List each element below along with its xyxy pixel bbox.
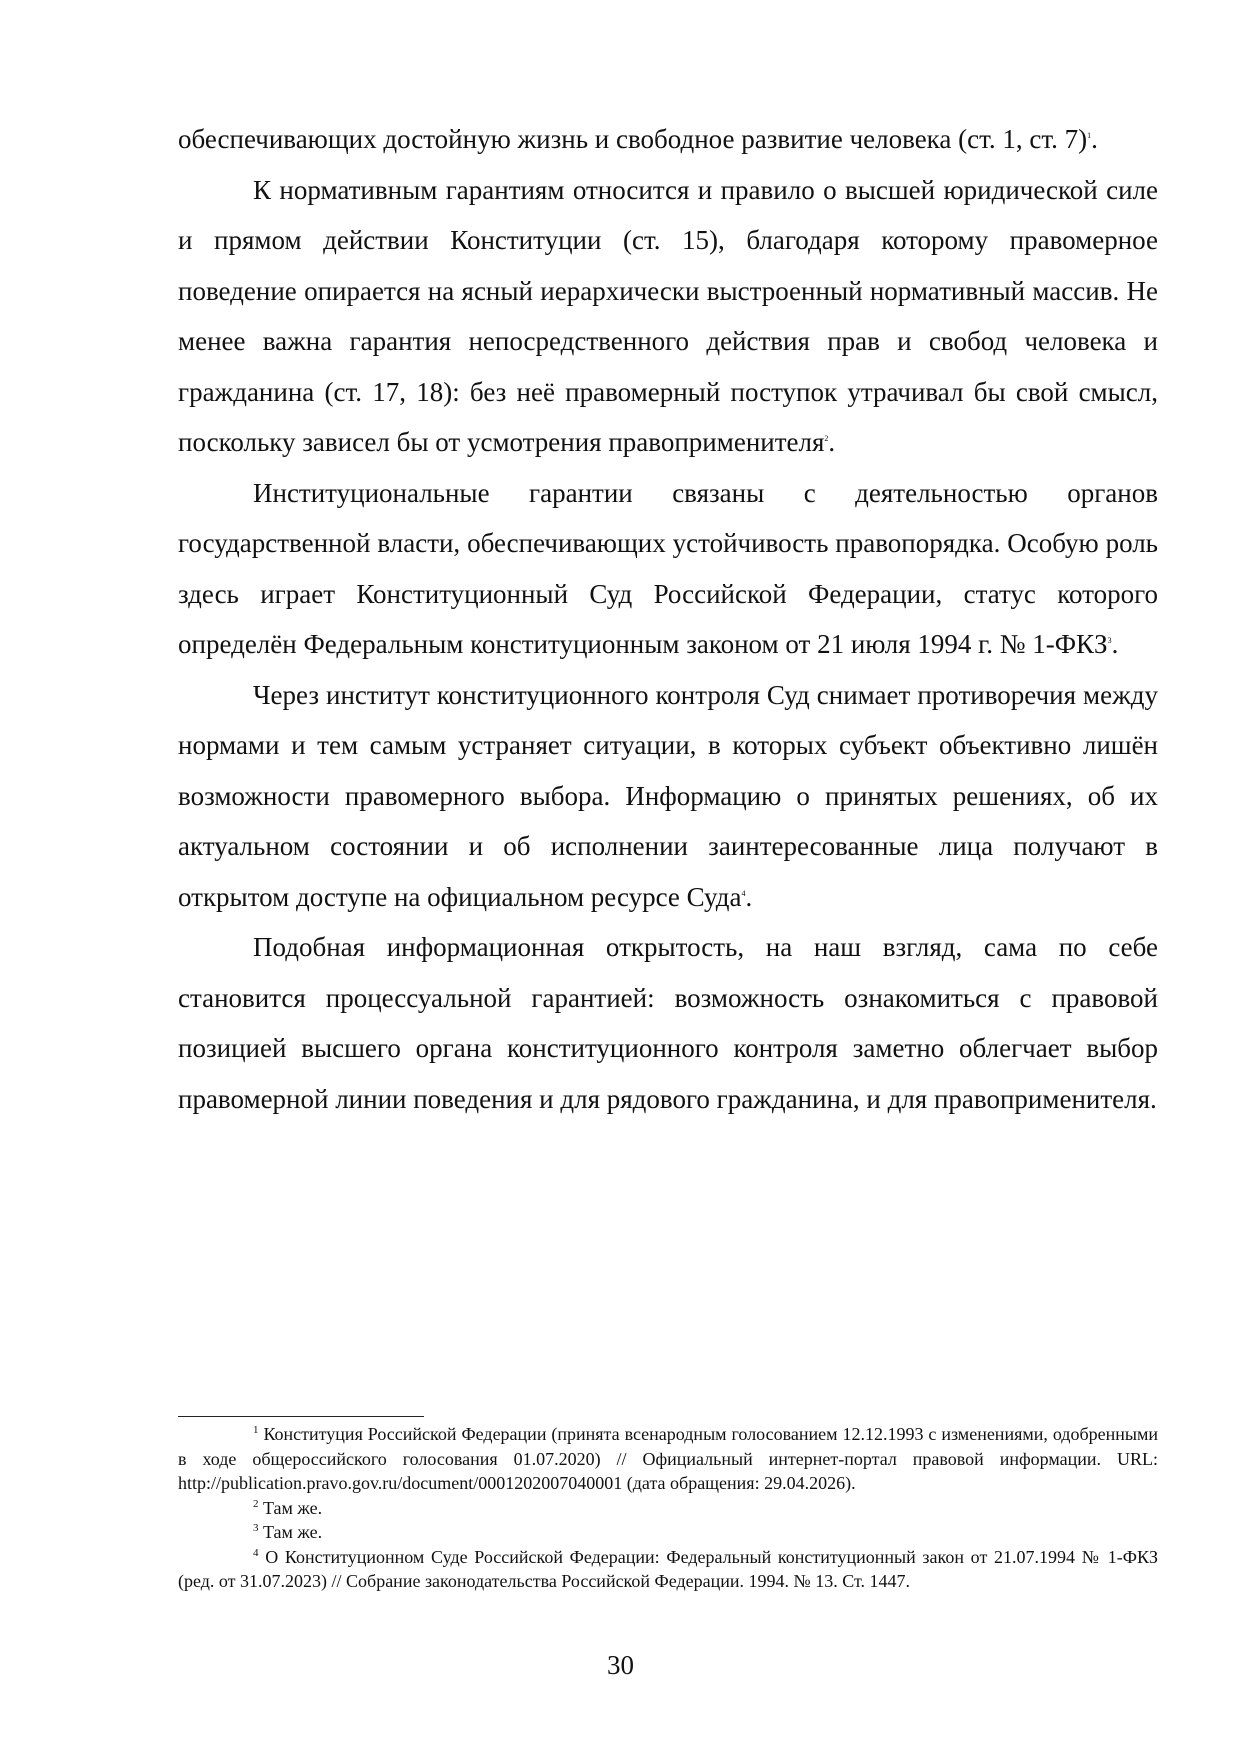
- footnote-ref-3[interactable]: 3: [1107, 636, 1112, 645]
- footnote-3: $^3$ Там же.: [253, 1522, 323, 1542]
- footnotes: [178, 1422, 1158, 1594]
- footnote-separator: [178, 1416, 424, 1417]
- paragraph-constitutional-control: Через институт конституционного контроля Суд снимает противоречия между нормами и тем самым устраняет ситуации, в которых субъект объективно лишён возможности правомерного выбора. Информацию о принятых решениях, об их актуальном состоянии и об исполнении заинтересованные лица получают в открытом доступе на официальном ресурсе Суда$^4$.: [178, 679, 1158, 912]
- footnote-ref-2[interactable]: 2: [824, 434, 829, 443]
- paragraph-information-openness: Подобная информационная открытость, на наш взгляд, сама по себе становится процессуальной гарантией: возможность ознакомиться с правовой позицией высшего органа конституционного контроля заметно облегчает выбор правомерной линии поведения и для рядового гражданина, и для правоприменителя.: [178, 932, 1158, 1114]
- paragraph-institutional-guarantees: Институциональные гарантии связаны с деятельностью органов государственной власти, обеспечивающих устойчивость правопорядка. Особую роль здесь играет Конституционный Суд Российской Федерации, статус которого определён Федеральным конституционным законом от 21 июля 1994 г. № 1-ФКЗ$^3$.: [178, 477, 1158, 659]
- footnote-ref-4[interactable]: 4: [741, 888, 746, 898]
- body-text: [178, 114, 1158, 1124]
- page-number: 30: [607, 1650, 634, 1680]
- footnote-4: $^4$ О Конституционном Суде Российской Федерации: Федеральный конституционный закон от 21.07.1994 № 1-ФКЗ (ред. от 31.07.2023) // Собрание законодательства Российской Федерации. 1994. № 13. Ст. 1447.: [178, 1546, 1158, 1591]
- footnote-ref-1[interactable]: 1: [1087, 131, 1092, 140]
- footnote-1: $^1$ Конституция Российской Федерации (принята всенародным голосованием 12.12.1993 с изменениями, одобренными в ходе общероссийского голосования 01.07.2020) // Официальный интернет-портал правовой информации. URL: http://publication.pravo.gov.ru/document/0001202007040001 (дата обращения: 29.04.2026).: [178, 1424, 1158, 1493]
- footnote-2: $^2$ Там же.: [253, 1497, 323, 1518]
- paragraph-normative-guarantees: К нормативным гарантиям относится и правило о высшей юридической силе и прямом действии Конституции (ст. 15), благодаря которому правомерное поведение опирается на ясный иерархически выстроенный нормативный массив. Не менее важна гарантия непосредственного действия прав и свобод человека и гражданина (ст. 17, 18): без неё правомерный поступок утрачивал бы свой смысл, поскольку зависел бы от усмотрения правоприменителя$^2$.: [178, 174, 1158, 457]
- paragraph-continuation: обеспечивающих достойную жизнь и свободное развитие человека (ст. 1, ст. 7)$^1$.: [178, 124, 1098, 154]
